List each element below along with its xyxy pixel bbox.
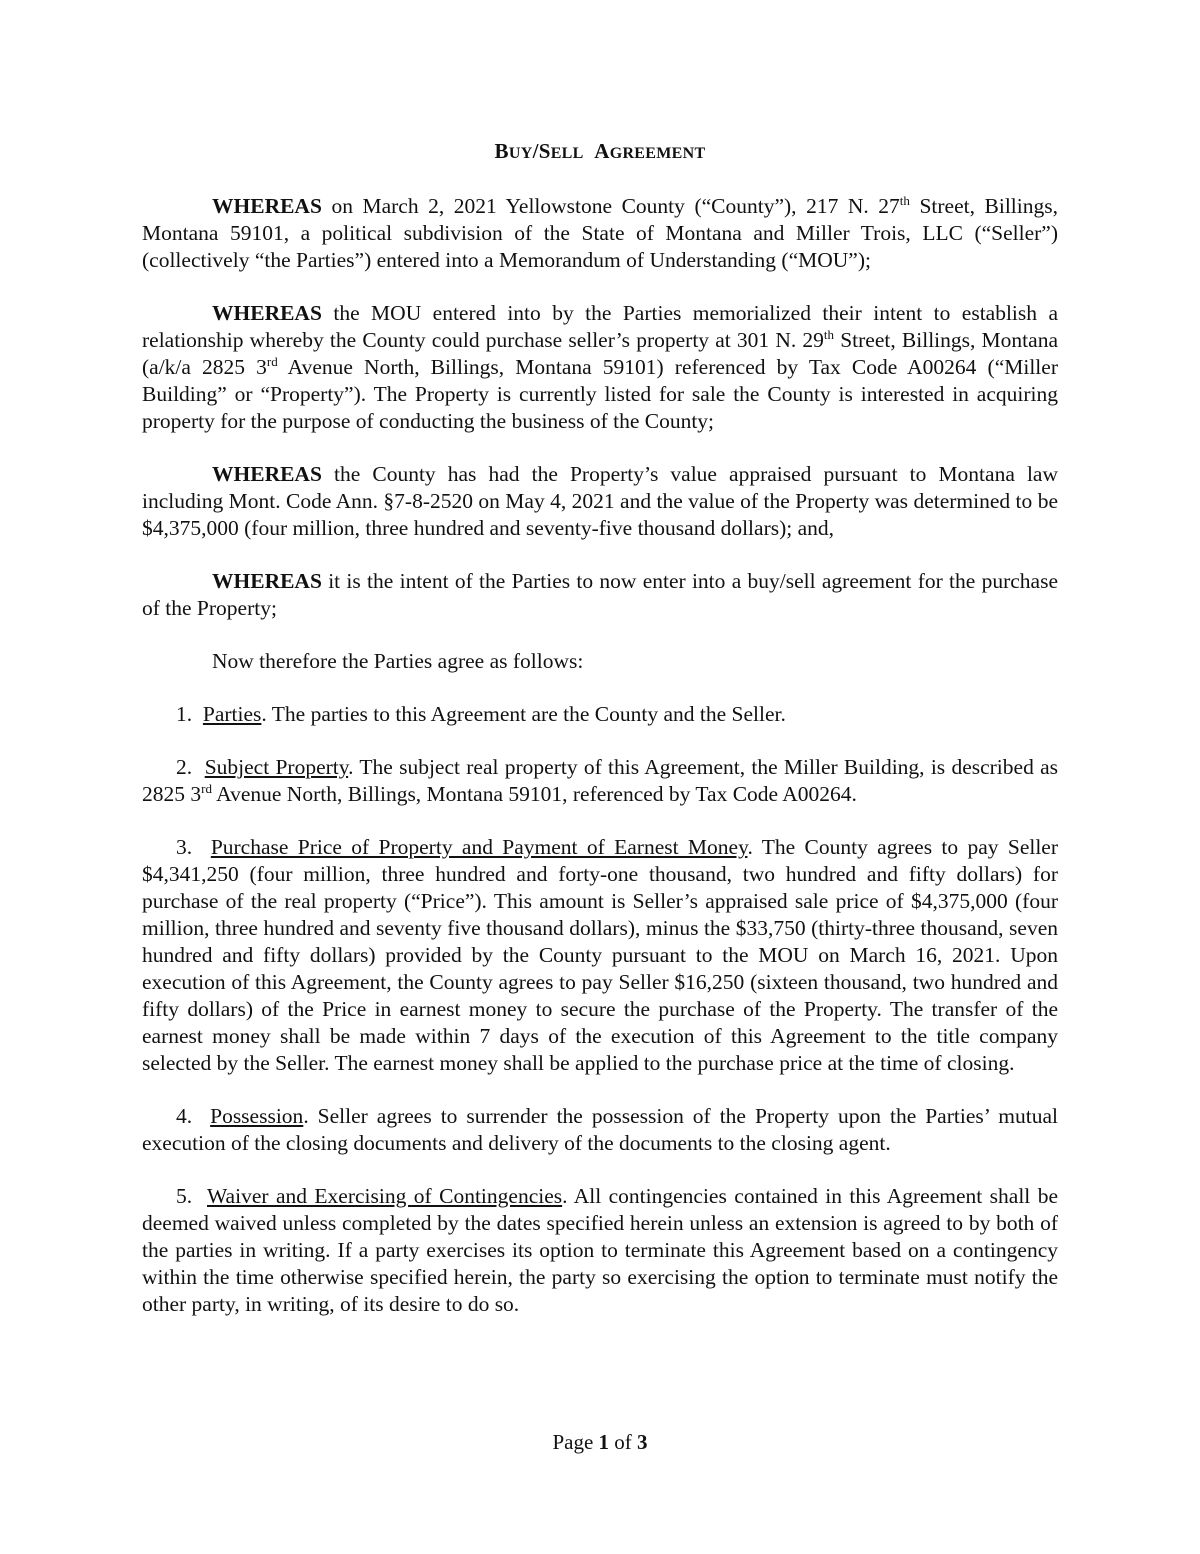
recital-paragraph (142, 568, 1058, 622)
item-text: . Seller agrees to surrender the possession of the Property upon the Parties’ mutual execution of the closing documents and delivery of the documents to the closing agent. (142, 1104, 1058, 1155)
recital-text: Street, Billings, Montana 59101, a political subdivision of the State of Montana and Miller Trois, LLC (“Seller”) (collectively “the Parties”) entered into a Memorandum of Understanding (“MOU”); (142, 194, 1058, 272)
page-footer (0, 1430, 1200, 1455)
item-number: 5. (176, 1184, 193, 1208)
item-heading: Subject Property (204, 755, 349, 779)
recital-text: the MOU entered into by the Parties memorialized their intent to establish a relationship whereby the County could purchase seller’s property at 301 N. 29 (142, 301, 1058, 352)
numbered-item (142, 834, 1058, 1077)
document-title (142, 138, 1058, 167)
document-page (142, 138, 1058, 1344)
recital-lead: WHEREAS (212, 462, 322, 486)
item-heading: Possession (210, 1104, 304, 1128)
recital-text: the County has had the Property’s value appraised pursuant to Montana law including Mont. Code Ann. §7-8-2520 on May 4, 2021 and the value of the Property was determined to be $4,375,000 (four million, three hundred and seventy-five thousand dollars); and, (142, 462, 1058, 540)
superscript: th (823, 326, 835, 342)
item-number: 4. (176, 1104, 193, 1128)
title-part: GREEMENT (609, 145, 706, 162)
item-number: 2. (176, 755, 193, 779)
page-label: Page (552, 1430, 599, 1454)
page-of-label: of (609, 1430, 638, 1454)
superscript: th (899, 192, 910, 208)
recital-text: Avenue North, Billings, Montana 59101) referenced by Tax Code A00264 (“Miller Building” or “Property”). The Property is currently listed for sale the County is interested in acquiring property for the purpose of conducting the business of the County; (142, 355, 1058, 433)
recital-lead: WHEREAS (212, 569, 322, 593)
title-part: S (538, 139, 551, 163)
title-part: UY (508, 145, 533, 162)
item-text: . The parties to this Agreement are the County and the Seller. (261, 702, 786, 726)
intro-paragraph: Now therefore the Parties agree as follows: (212, 649, 584, 673)
item-text: . All contingencies contained in this Agreement shall be deemed waived unless completed by the dates specified herein unless an extension is agreed to by both of the parties in writing. If a party exercises its option to terminate this Agreement based on a contingency within the time otherwise specified herein, the party so exercising the option to terminate must notify the other party, in writing, of its desire to do so. (142, 1184, 1058, 1316)
item-heading: Waiver and Exercising of Contingencies (206, 1184, 563, 1208)
recital-text: Street, Billings, Montana (a/k/a 2825 3 (142, 328, 1058, 379)
numbered-item (142, 701, 1058, 728)
item-number: 1. (176, 702, 193, 726)
title-part: B (494, 139, 509, 163)
superscript: rd (266, 353, 278, 369)
page-total: 3 (637, 1430, 648, 1454)
item-text: . The County agrees to pay Seller $4,341,250 (four million, three hundred and forty-one thousand, two hundred and fifty dollars) for purchase of the real property (“Price”). This amount is Seller’s appraised sale price of $4,375,000 (four million, three hundred and seventy five thousand dollars), minus the $33,750 (thirty-three thousand, seven hundred and fifty dollars) provided by the County pursuant to the MOU on March 16, 2021. Upon execution of this Agreement, the County agrees to pay Seller $16,250 (sixteen thousand, two hundred and fifty dollars) of the Price in earnest money to secure the purchase of the Property. The transfer of the earnest money shall be made within 7 days of the execution of this Agreement to the title company selected by the Seller. The earnest money shall be applied to the purchase price at the time of closing. (142, 835, 1059, 1075)
numbered-item (142, 1103, 1058, 1157)
title-part: / (532, 139, 539, 163)
title-part: ELL (550, 145, 584, 162)
item-text: . The subject real property of this Agreement, the Miller Building, is described as 2825 3 (142, 755, 1059, 806)
item-heading: Parties (202, 702, 262, 726)
numbered-item (142, 1183, 1058, 1318)
superscript: rd (201, 780, 212, 796)
item-text: Avenue North, Billings, Montana 59101, referenced by Tax Code A00264. (211, 782, 857, 806)
item-number: 3. (176, 835, 193, 859)
recital-text: it is the intent of the Parties to now enter into a buy/sell agreement for the purchase of the Property; (142, 569, 1058, 620)
recital-paragraph (142, 193, 1058, 274)
recital-text: on March 2, 2021 Yellowstone County (“County”), 217 N. 27 (321, 194, 900, 218)
recital-paragraph (142, 300, 1058, 435)
recital-lead: WHEREAS (212, 301, 322, 325)
item-heading: Purchase Price of Property and Payment of Earnest Money (210, 835, 748, 859)
page-number: 1 (598, 1430, 610, 1454)
recital-lead: WHEREAS (212, 194, 322, 218)
numbered-item (142, 754, 1058, 808)
recital-paragraph (142, 461, 1058, 542)
title-part: A (594, 139, 610, 163)
